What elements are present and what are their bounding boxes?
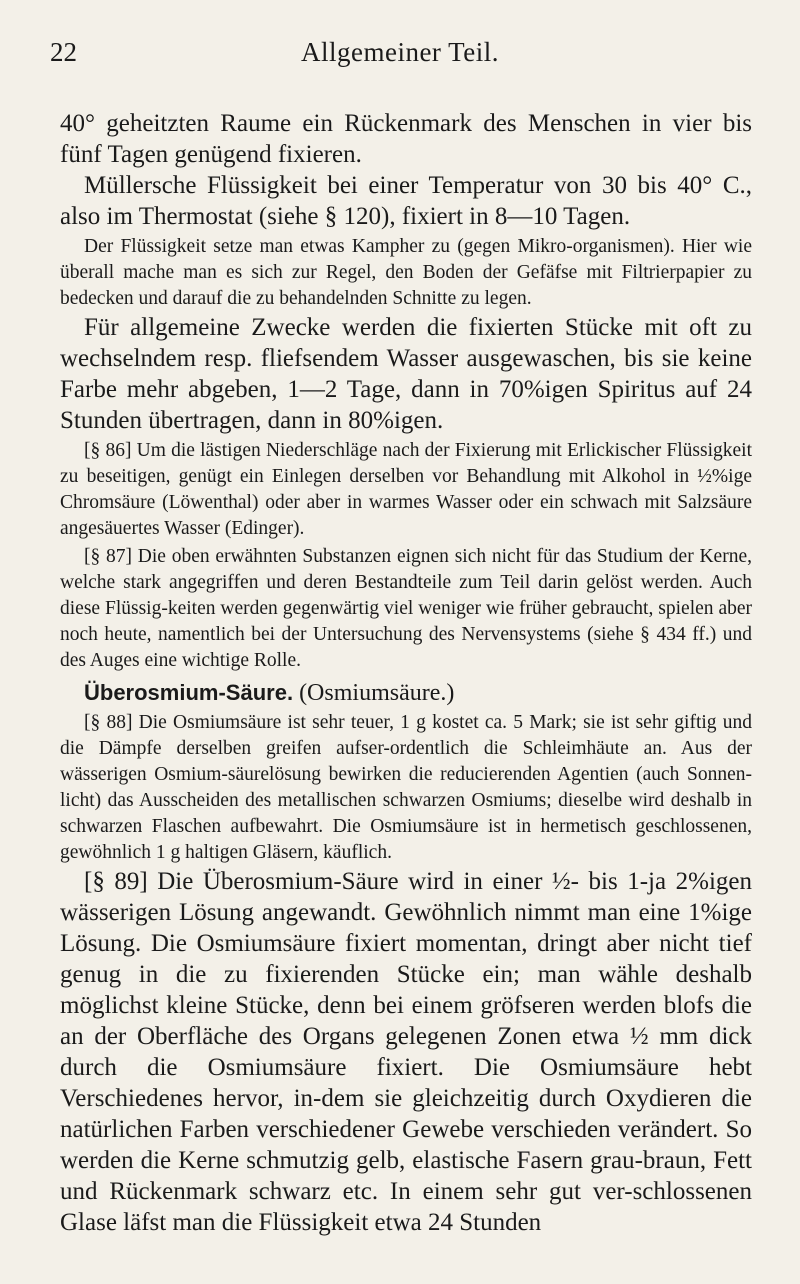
section-87: [§ 87] Die oben erwähnten Substanzen eignen sich nicht für das Studium der Kerne, welche stark angegriffen und deren Bestandteile zum Teil darin gelöst werden. Auch diese Flüssig-keiten werden gegenwärtig viel weniger wie früher gebraucht, spielen aber noch heute, namentlich bei der Untersuchung des Nervensystems (siehe § 434 ff.) und des Auges eine wichtige Rolle. [60, 546, 752, 671]
paragraph-continuation: 40° geheitzten Raume ein Rückenmark des Menschen in vier bis fünf Tagen genügend fixieren. [60, 110, 752, 168]
page-number: 22 [50, 37, 77, 67]
page-header [50, 32, 750, 72]
paragraph-auswaschen: Für allgemeine Zwecke werden die fixierten Stücke mit oft zu wechselndem resp. fliefsendem Wasser ausgewaschen, bis sie keine Farbe mehr abgeben, 1—2 Tage, dann in 70%igen Spiritus auf 24 Stunden übertragen, dann in 80%igen. [60, 314, 752, 434]
running-title: Allgemeiner Teil. [300, 37, 500, 67]
section-88: [§ 88] Die Osmiumsäure ist sehr teuer, 1 g kostet ca. 5 Mark; sie ist sehr giftig und die Dämpfe derselben greifen aufser-ordentlich die Schleimhäute an. Aus der wässerigen Osmium-säurelösung bewirken die reducierenden Agentien (auch Sonnen-licht) das Ausscheiden des metallischen schwarzen Osmiums; dieselbe wird deshalb in schwarzen Flaschen aufbewahrt. Die Osmiumsäure ist in hermetisch geschlossenen, gewöhnlich 1 g haltigen Gläsern, käuflich. [60, 712, 752, 863]
note-kampher: Der Flüssigkeit setze man etwas Kampher zu (gegen Mikro-organismen). Hier wie überall mache man es sich zur Regel, den Boden der Gefäfse mit Filtrierpapier zu bedecken und darauf die zu behandelnden Schnitte zu legen. [60, 236, 752, 309]
body-text [60, 108, 752, 1238]
heading-bold: Überosmium-Säure. [84, 680, 294, 705]
heading-normal: (Osmiumsäure.) [293, 680, 455, 706]
section-86: [§ 86] Um die lästigen Niederschläge nach der Fixierung mit Erlickischer Flüssigkeit zu beseitigen, genügt ein Einlegen derselben vor Behandlung mit Alkohol in ½%ige Chromsäure (Löwenthal) oder aber in warmes Wasser oder ein schwach mit Salzsäure angesäuertes Wasser (Edinger). [60, 440, 752, 539]
section-heading [60, 678, 752, 708]
paragraph-muellersche: Müllersche Flüssigkeit bei einer Temperatur von 30 bis 40° C., also im Thermostat (siehe § 120), fixiert in 8—10 Tagen. [60, 172, 752, 230]
section-89: [§ 89] Die Überosmium-Säure wird in einer ½- bis 1-ja 2%igen wässerigen Lösung angewandt. Gewöhnlich nimmt man eine 1%ige Lösung. Die Osmiumsäure fixiert momentan, dringt aber nicht tief genug in die zu fixierenden Stücke ein; man wähle deshalb möglichst kleine Stücke, denn bei einem gröfseren werden blofs die an der Oberfläche des Organs gelegenen Zonen etwa ½ mm dick durch die Osmiumsäure fixiert. Die Osmiumsäure hebt Verschiedenes hervor, in-dem sie gleichzeitig durch Oxydieren die natürlichen Farben verschiedener Gewebe verschieden verändert. So werden die Kerne schmutzig gelb, elastische Fasern grau-braun, Fett und Rückenmark schwarz etc. In einem sehr gut ver-schlossenen Glase läfst man die Flüssigkeit etwa 24 Stunden [60, 868, 752, 1236]
